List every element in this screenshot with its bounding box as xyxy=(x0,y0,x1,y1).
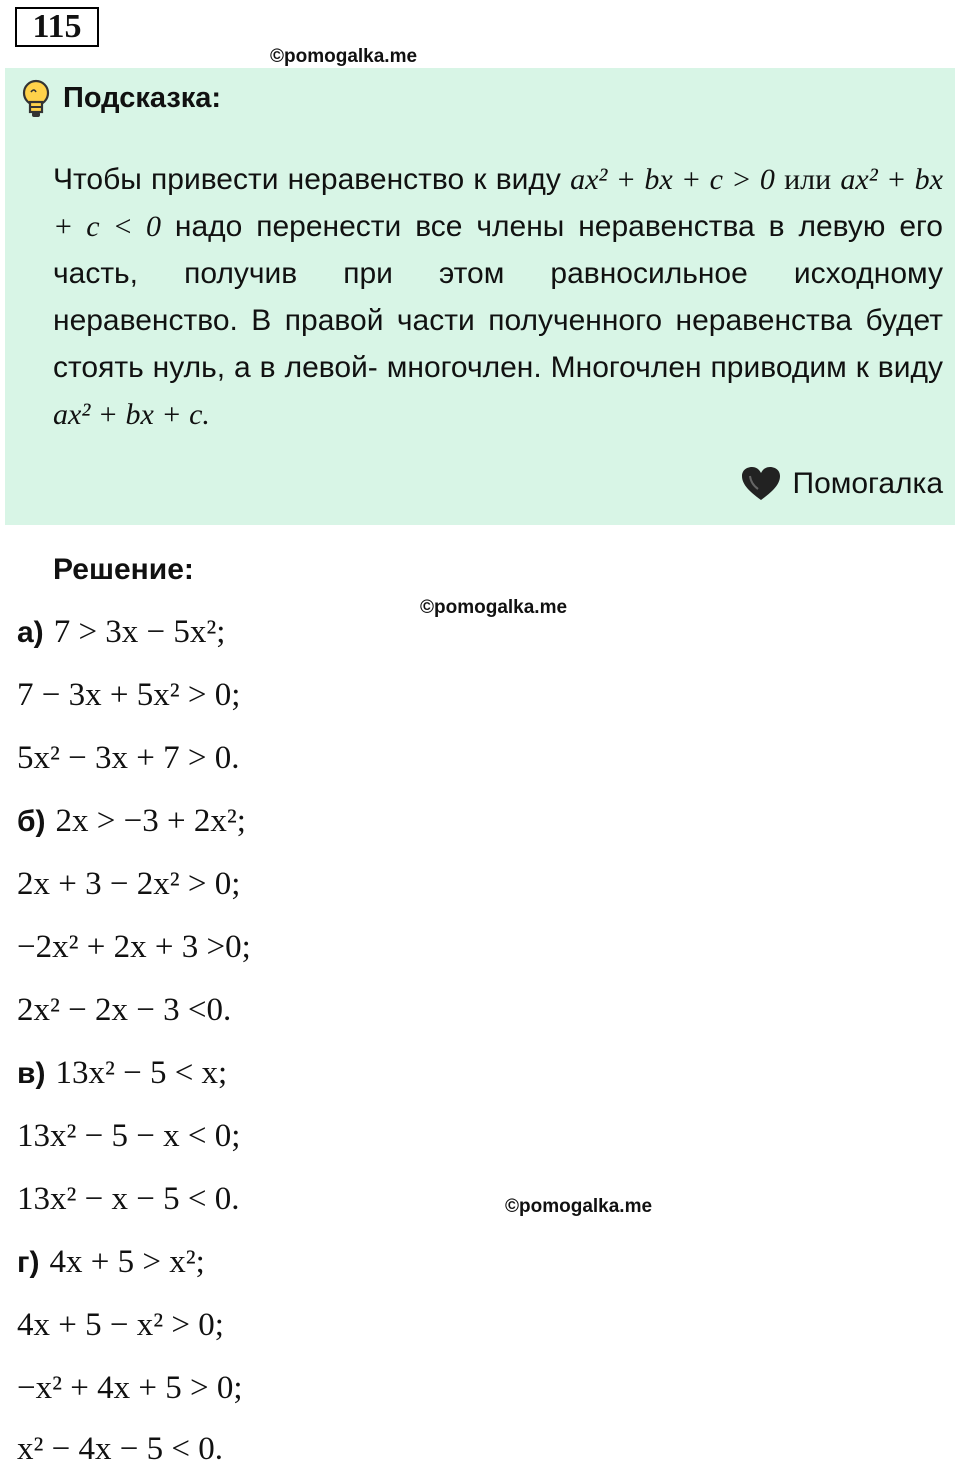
hint-or: или xyxy=(784,163,832,196)
signature xyxy=(741,466,944,502)
hint-text xyxy=(53,156,943,438)
solution-line xyxy=(17,803,246,840)
watermark: ©pomogalka.me xyxy=(420,597,568,618)
lightbulb-icon xyxy=(19,78,53,120)
solution-line xyxy=(17,866,240,903)
equation: 2x + 3 − 2x² > 0; xyxy=(17,866,241,902)
equation: 2x > −3 + 2x²; xyxy=(55,803,246,839)
solution-line xyxy=(17,1370,243,1407)
solution-line xyxy=(17,992,231,1029)
part-label-v: в) xyxy=(17,1057,46,1090)
equation: 13x² − 5 − x < 0; xyxy=(17,1118,241,1154)
solution-line xyxy=(17,1118,240,1155)
equation: 2x² − 2x − 3 <0. xyxy=(17,992,232,1028)
hint-box xyxy=(5,68,955,525)
equation: −x² + 4x + 5 > 0; xyxy=(17,1370,243,1406)
equation: −2x² + 2x + 3 >0; xyxy=(17,929,251,965)
solution-line xyxy=(17,929,251,966)
equation: 4x + 5 − x² > 0; xyxy=(17,1307,224,1343)
equation: 13x² − 5 < x; xyxy=(55,1055,228,1091)
solution-line xyxy=(17,1431,223,1468)
equation: 7 − 3x + 5x² > 0; xyxy=(17,677,241,713)
part-label-a: а) xyxy=(17,616,44,649)
hint-expression-1: ax² + bx + c > 0 xyxy=(570,163,775,196)
solution-line xyxy=(17,1244,205,1281)
solution-title: Решение: xyxy=(53,553,194,586)
equation: x² − 4x − 5 < 0. xyxy=(17,1431,223,1467)
equation: 5x² − 3x + 7 > 0. xyxy=(17,740,240,776)
equation: 7 > 3x − 5x²; xyxy=(53,614,226,650)
solution-line xyxy=(17,1307,224,1344)
heart-icon xyxy=(741,466,781,502)
watermark: ©pomogalka.me xyxy=(505,1196,653,1217)
equation: 4x + 5 > x²; xyxy=(49,1244,205,1280)
part-label-b: б) xyxy=(17,805,46,838)
solution-line xyxy=(17,677,240,714)
solution-line xyxy=(17,1181,239,1218)
solution-line xyxy=(17,614,225,651)
part-label-g: г) xyxy=(17,1246,40,1279)
hint-expression-3: ax² + bx + c. xyxy=(53,398,210,431)
solution-line xyxy=(17,1055,227,1092)
signature-text: Помогалка xyxy=(792,467,943,500)
equation: 13x² − x − 5 < 0. xyxy=(17,1181,240,1217)
solution-line xyxy=(17,740,239,777)
hint-text-part-1: Чтобы привести неравенство к виду xyxy=(53,163,561,196)
task-number: 115 xyxy=(15,7,99,47)
hint-title: Подсказка: xyxy=(63,82,222,114)
hint-text-part-2: надо перенести все члены неравенства в левую его часть, получив при этом равносильное исходному неравенство. В правой части полученного неравенства будет стоять нуль, а в левой- многочлен. Многочлен приводим к виду xyxy=(53,210,943,384)
watermark: ©pomogalka.me xyxy=(270,46,418,67)
hint-expression-2: ax² + bx + c < 0 xyxy=(53,163,943,243)
